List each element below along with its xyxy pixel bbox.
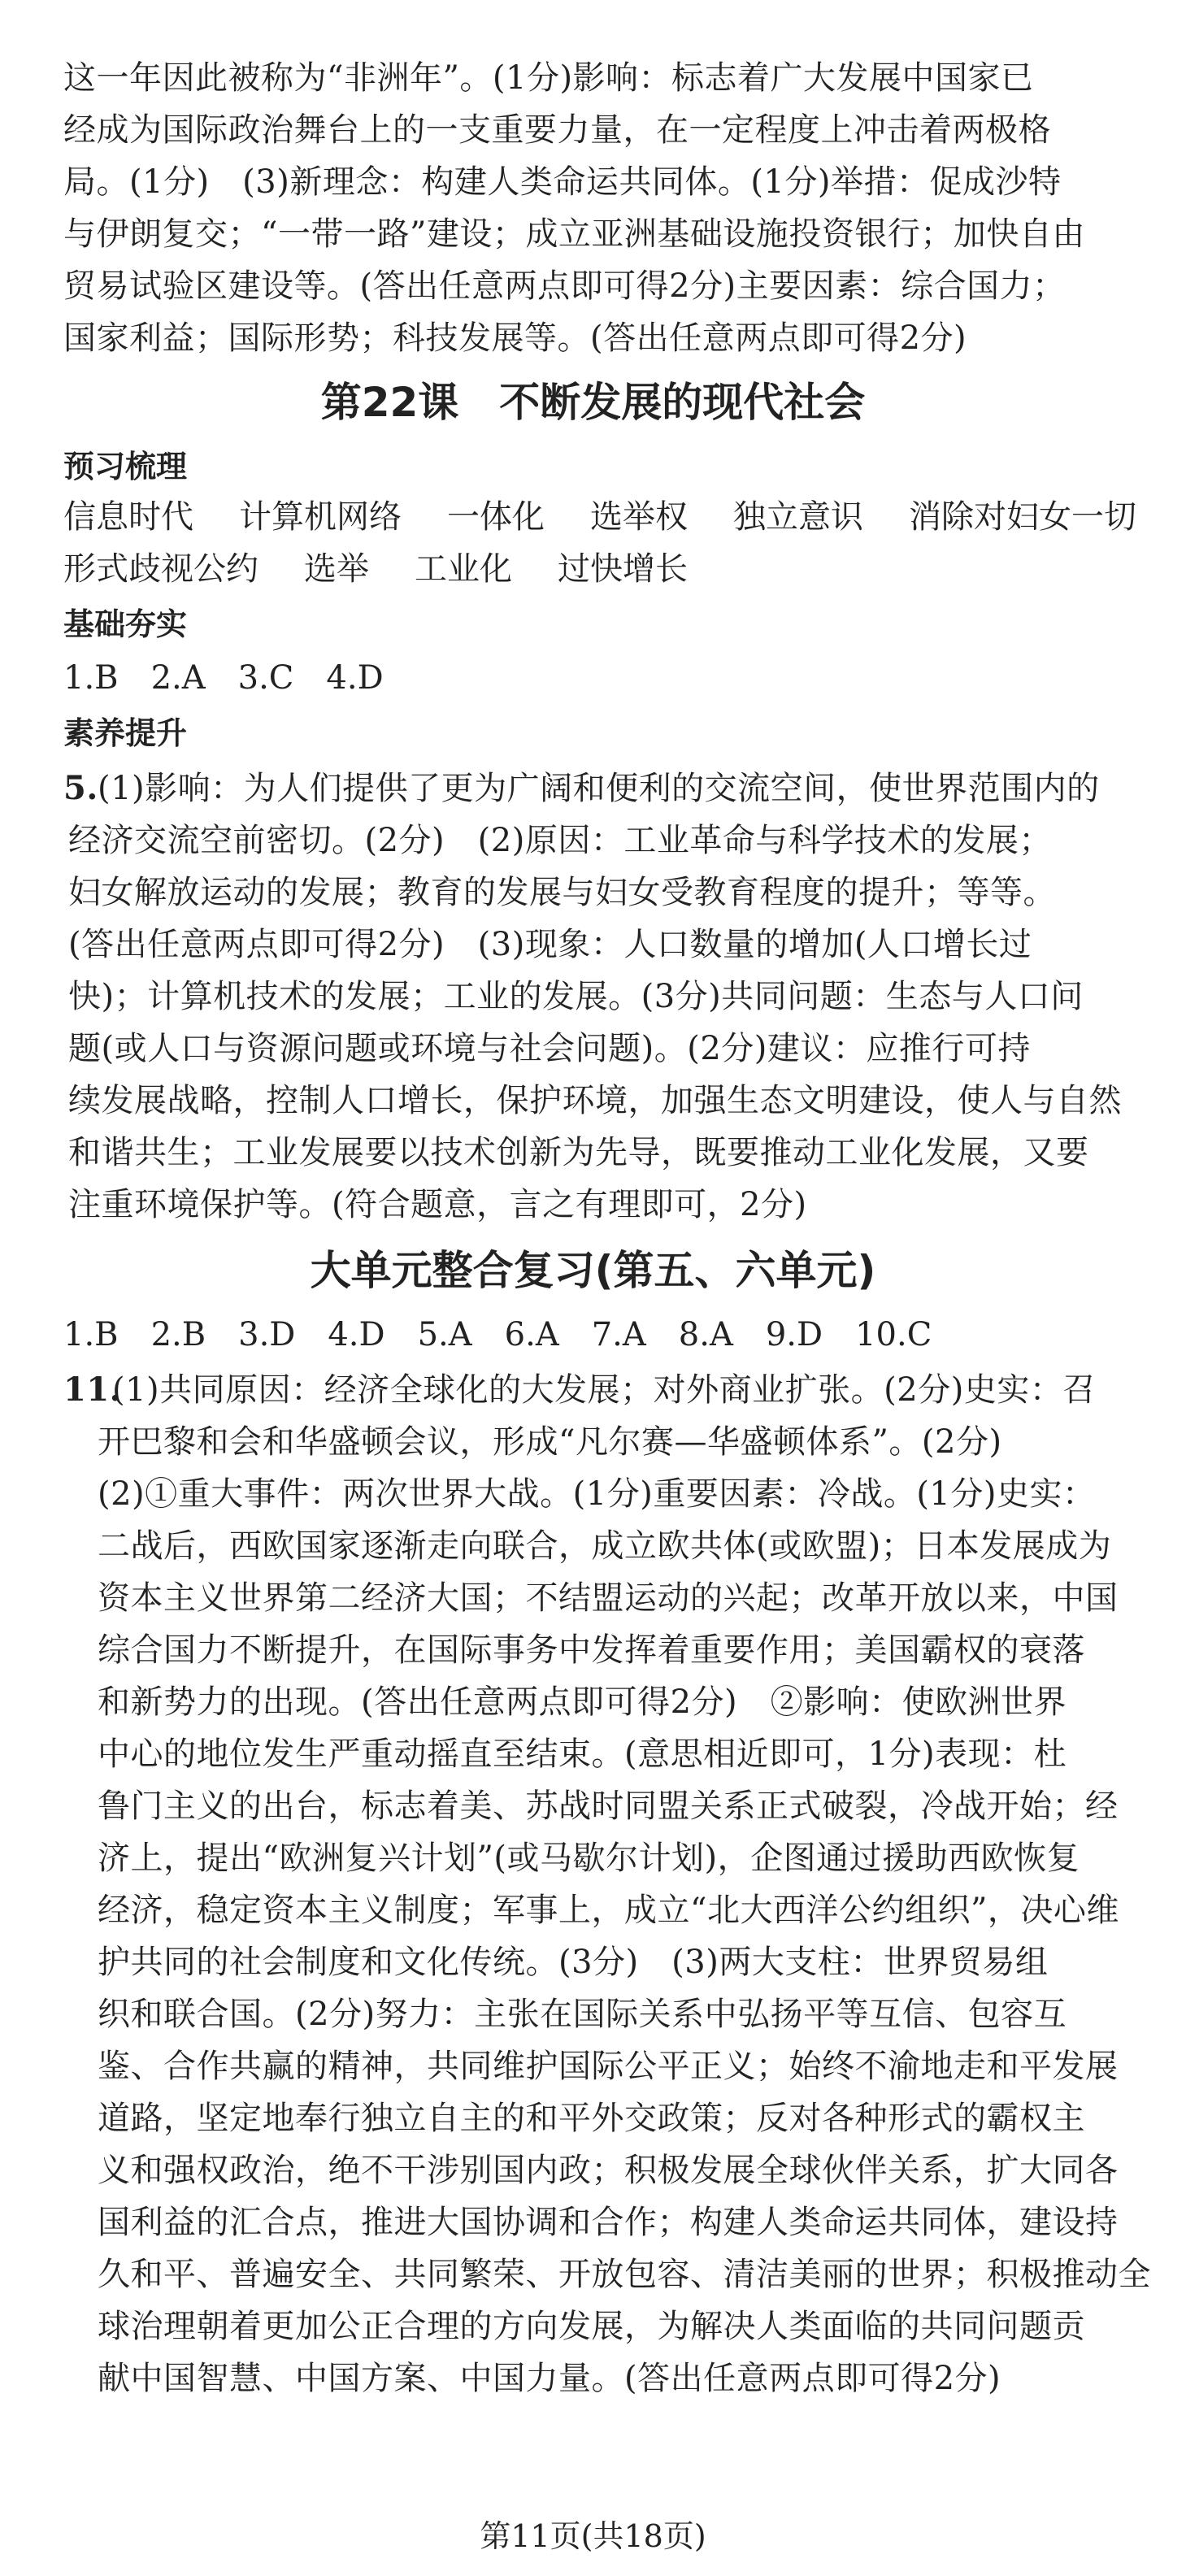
text-line: 球治理朝着更加公正合理的方向发展，为解决人类面临的共同问题贡: [98, 2308, 1085, 2345]
text-line: 献中国智慧、中国方案、中国力量。(答出任意两点即可得2分): [98, 2360, 1001, 2397]
text-line: 局。(1分) (3)新理念：构建人类命运共同体。(1分)举措：促成沙特: [63, 163, 1062, 201]
section-heading-improve: 素养提升: [63, 715, 188, 751]
answer: 3.C: [237, 659, 294, 697]
text-line: 续发展战略，控制人口增长，保护环境，加强生态文明建设，使人与自然: [68, 1082, 1122, 1119]
answer: 3.D: [238, 1316, 296, 1353]
answer-row: [63, 1310, 1136, 1361]
answer: 1.B: [63, 659, 119, 697]
text-line: 护共同的社会制度和文化传统。(3分) (3)两大支柱：世界贸易组: [98, 1944, 1049, 1981]
text-line: 这一年因此被称为“非洲年”。(1分)影响：标志着广大发展中国家已: [63, 59, 1034, 97]
answer: 9.D: [765, 1316, 823, 1353]
answer: 6.A: [504, 1316, 559, 1353]
text-line: 经成为国际政治舞台上的一支重要力量，在一定程度上冲击着两极格: [63, 111, 1051, 149]
text-line: 和新势力的出现。(答出任意两点即可得2分) ②影响：使欧洲世界: [98, 1683, 1067, 1721]
text-line: 妇女解放运动的发展；教育的发展与妇女受教育程度的提升；等等。: [68, 874, 1056, 911]
keyword: 选举权: [590, 498, 688, 536]
keyword: 工业化: [415, 550, 512, 588]
text-line: 经济交流空前密切。(2分) (2)原因：工业革命与科学技术的发展；: [68, 822, 1052, 859]
text-line: 鲁门主义的出台，标志着美、苏战时同盟关系正式破裂，冷战开始；经: [98, 1788, 1119, 1825]
text-line: 开巴黎和会和华盛顿会议，形成“凡尔赛—华盛顿体系”。(2分): [98, 1423, 1002, 1461]
section-heading-basic: 基础夯实: [63, 606, 188, 642]
text-line: 国利益的汇合点，推进大国协调和合作；构建人类命运共同体，建设持: [98, 2204, 1119, 2241]
keyword: 过快增长: [558, 550, 688, 588]
text-line: 义和强权政治，绝不干涉别国内政；积极发展全球伙伴关系，扩大同各: [98, 2152, 1119, 2189]
text-line: 二战后，西欧国家逐渐走向联合，成立欧共体(或欧盟)；日本发展成为: [98, 1527, 1112, 1565]
text-line: 织和联合国。(2分)努力：主张在国际关系中弘扬平等互信、包容互: [98, 1996, 1067, 2033]
keyword: 一体化: [447, 498, 545, 536]
text-line: 鉴、合作共赢的精神，共同维护国际公平正义；始终不渝地走和平发展: [98, 2048, 1119, 2085]
answer: 1.B: [63, 1316, 119, 1353]
keyword: 消除对妇女一切: [909, 498, 1136, 536]
answer: 5.A: [417, 1316, 472, 1353]
text-line: 注重环境保护等。(符合题意，言之有理即可，2分): [68, 1186, 807, 1223]
text-line: 济上，提出“欧洲复兴计划”(或马歇尔计划)，企图通过援助西欧恢复: [98, 1840, 1080, 1877]
text-line: (答出任意两点即可得2分) (3)现象：人口数量的增加(人口增长过: [68, 926, 1032, 963]
text-line: 快)；计算机技术的发展；工业的发展。(3分)共同问题：生态与人口问: [68, 978, 1084, 1015]
answer: 10.C: [855, 1316, 932, 1353]
keyword: 计算机网络: [239, 498, 402, 536]
keyword: 形式歧视公约: [63, 550, 258, 588]
keyword-row: [63, 493, 1136, 543]
text-line: 中心的地位发生严重动摇直至结束。(意思相近即可，1分)表现：杜: [98, 1735, 1067, 1773]
text-line: (2)①重大事件：两次世界大战。(1分)重要因素：冷战。(1分)史实：: [98, 1475, 1096, 1513]
text-line: (1)共同原因：经济全球化的大发展；对外商业扩张。(2分)史实：召: [112, 1371, 1096, 1409]
answer: 2.B: [150, 1316, 206, 1353]
text-line: 道路，坚定地奉行独立自主的和平外交政策；反对各种形式的霸权主: [98, 2100, 1085, 2137]
answer: 8.A: [678, 1316, 733, 1353]
keyword: 独立意识: [733, 498, 863, 536]
answer: 2.A: [150, 659, 206, 697]
answer: 7.A: [591, 1316, 646, 1353]
keyword: 信息时代: [63, 498, 193, 536]
text-line: 国家利益；国际形势；科技发展等。(答出任意两点即可得2分): [63, 319, 967, 357]
text-line: 资本主义世界第二经济大国；不结盟运动的兴起；改革开放以来，中国: [98, 1579, 1119, 1617]
section-heading-preview: 预习梳理: [63, 449, 188, 484]
text-line: 贸易试验区建设等。(答出任意两点即可得2分)主要因素：综合国力；: [63, 267, 1066, 305]
question-number: 11.: [63, 1371, 122, 1409]
lesson-title: 第22课 不断发展的现代社会: [320, 379, 866, 426]
answer: 4.D: [328, 1316, 385, 1353]
keyword: 选举: [304, 550, 369, 588]
text-line: (1)影响：为人们提供了更为广阔和便利的交流空间，使世界范围内的: [98, 770, 1100, 807]
answer: 4.D: [326, 659, 384, 697]
text-line: 和谐共生；工业发展要以技术创新为先导，既要推动工业化发展，又要: [68, 1134, 1089, 1171]
answer-row: [63, 654, 1136, 704]
text-line: 与伊朗复交；“一带一路”建设；成立亚洲基础设施投资银行；加快自由: [63, 215, 1085, 253]
question-number: 5.: [63, 769, 98, 807]
unit-review-title: 大单元整合复习(第五、六单元): [310, 1247, 876, 1294]
keyword-row: [63, 545, 1136, 595]
page-footer: 第11页(共18页): [480, 2518, 706, 2554]
text-line: 题(或人口与资源问题或环境与社会问题)。(2分)建议：应推行可持: [68, 1030, 1031, 1067]
text-line: 久和平、普遍安全、共同繁荣、开放包容、清洁美丽的世界；积极推动全: [98, 2256, 1151, 2293]
text-line: 综合国力不断提升，在国际事务中发挥着重要作用；美国霸权的衰落: [98, 1631, 1085, 1669]
text-line: 经济，稳定资本主义制度；军事上，成立“北大西洋公约组织”，决心维: [98, 1892, 1119, 1929]
